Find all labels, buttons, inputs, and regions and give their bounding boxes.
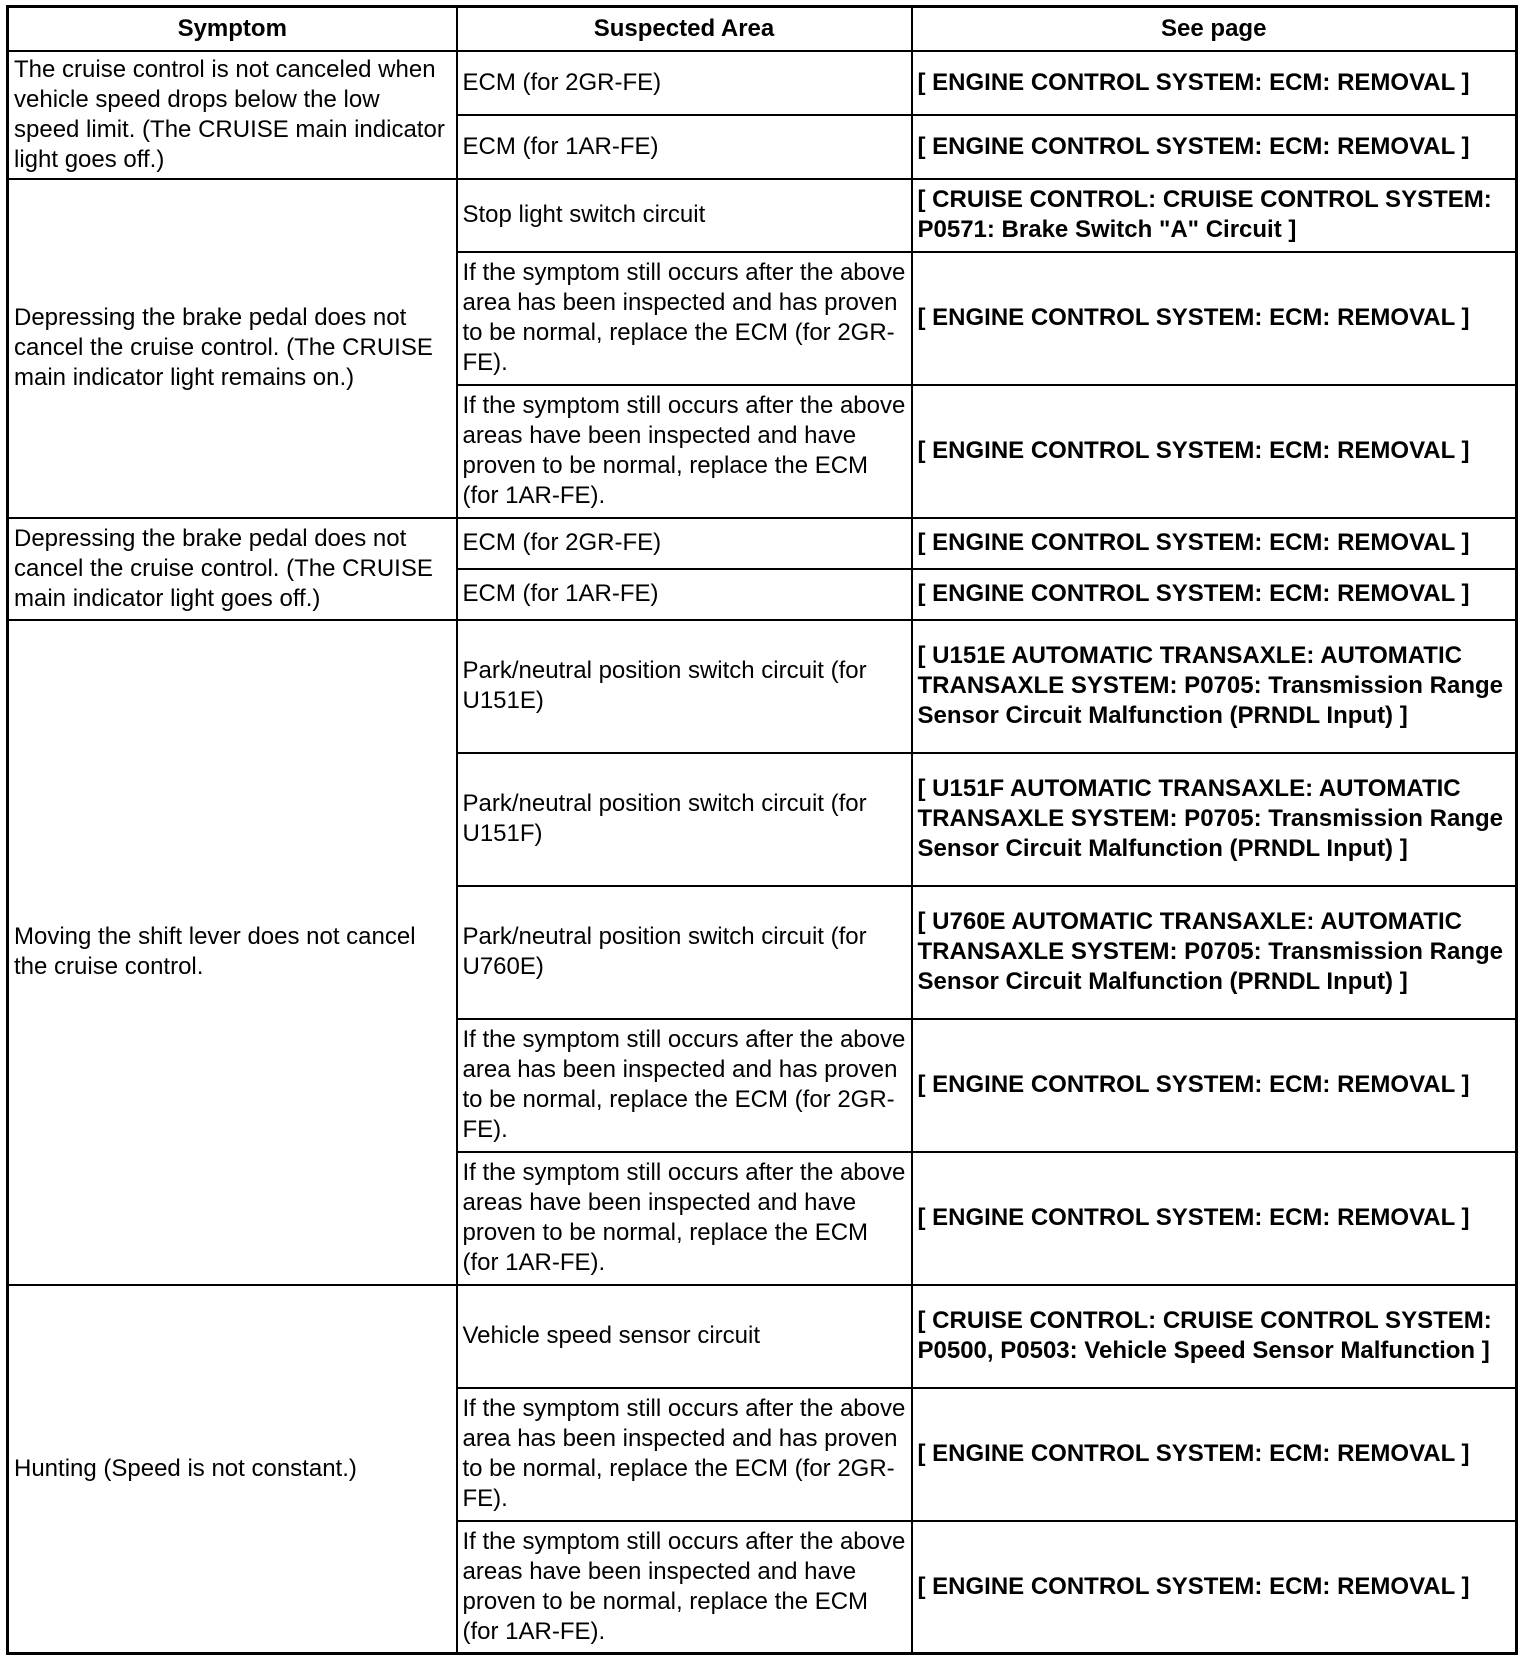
- see-page-link[interactable]: [ U151F AUTOMATIC TRANSAXLE: AUTOMATIC TRANSAXLE SYSTEM: P0705: Transmission Range Sensor Circuit Malfunction (PRNDL Input) ]: [912, 753, 1517, 886]
- see-page-link[interactable]: [ CRUISE CONTROL: CRUISE CONTROL SYSTEM: P0500, P0503: Vehicle Speed Sensor Malfunction ]: [912, 1285, 1517, 1388]
- see-page-link[interactable]: [ U151E AUTOMATIC TRANSAXLE: AUTOMATIC TRANSAXLE SYSTEM: P0705: Transmission Range Sensor Circuit Malfunction (PRNDL Input) ]: [912, 620, 1517, 753]
- suspected-area-cell: ECM (for 1AR-FE): [457, 115, 912, 179]
- see-page-link[interactable]: [ ENGINE CONTROL SYSTEM: ECM: REMOVAL ]: [912, 51, 1517, 115]
- suspected-area-cell: ECM (for 1AR-FE): [457, 569, 912, 620]
- see-page-link[interactable]: [ ENGINE CONTROL SYSTEM: ECM: REMOVAL ]: [912, 115, 1517, 179]
- suspected-area-cell: If the symptom still occurs after the above areas have been inspected and have proven to be normal, replace the ECM (for 1AR-FE).: [457, 385, 912, 518]
- symptom-cell: Hunting (Speed is not constant.): [8, 1285, 457, 1654]
- see-page-link[interactable]: [ ENGINE CONTROL SYSTEM: ECM: REMOVAL ]: [912, 1152, 1517, 1285]
- table-row: [8, 620, 1517, 753]
- symptom-cell: Depressing the brake pedal does not cancel the cruise control. (The CRUISE main indicator light remains on.): [8, 179, 457, 518]
- suspected-area-cell: If the symptom still occurs after the above area has been inspected and has proven to be normal, replace the ECM (for 2GR-FE).: [457, 1019, 912, 1152]
- suspected-area-cell: If the symptom still occurs after the above areas have been inspected and have proven to be normal, replace the ECM (for 1AR-FE).: [457, 1152, 912, 1285]
- header-see-page: See page: [912, 7, 1517, 51]
- symptom-cell: Depressing the brake pedal does not cancel the cruise control. (The CRUISE main indicator light goes off.): [8, 518, 457, 620]
- table-row: [8, 179, 1517, 252]
- suspected-area-cell: Vehicle speed sensor circuit: [457, 1285, 912, 1388]
- symptom-table: [6, 5, 1518, 1655]
- symptom-cell: Moving the shift lever does not cancel the cruise control.: [8, 620, 457, 1285]
- table-row: [8, 518, 1517, 569]
- suspected-area-cell: ECM (for 2GR-FE): [457, 518, 912, 569]
- suspected-area-cell: Stop light switch circuit: [457, 179, 912, 252]
- table-row: [8, 51, 1517, 115]
- suspected-area-cell: If the symptom still occurs after the above areas have been inspected and have proven to be normal, replace the ECM (for 1AR-FE).: [457, 1521, 912, 1654]
- symptom-cell: The cruise control is not canceled when vehicle speed drops below the low speed limit. (The CRUISE main indicator light goes off.): [8, 51, 457, 179]
- see-page-link[interactable]: [ U760E AUTOMATIC TRANSAXLE: AUTOMATIC TRANSAXLE SYSTEM: P0705: Transmission Range Sensor Circuit Malfunction (PRNDL Input) ]: [912, 886, 1517, 1019]
- see-page-link[interactable]: [ ENGINE CONTROL SYSTEM: ECM: REMOVAL ]: [912, 1388, 1517, 1521]
- see-page-link[interactable]: [ ENGINE CONTROL SYSTEM: ECM: REMOVAL ]: [912, 1019, 1517, 1152]
- see-page-link[interactable]: [ ENGINE CONTROL SYSTEM: ECM: REMOVAL ]: [912, 385, 1517, 518]
- header-row: [8, 7, 1517, 51]
- header-symptom: Symptom: [8, 7, 457, 51]
- see-page-link[interactable]: [ CRUISE CONTROL: CRUISE CONTROL SYSTEM: P0571: Brake Switch "A" Circuit ]: [912, 179, 1517, 252]
- header-suspected-area: Suspected Area: [457, 7, 912, 51]
- suspected-area-cell: If the symptom still occurs after the above area has been inspected and has proven to be normal, replace the ECM (for 2GR-FE).: [457, 1388, 912, 1521]
- suspected-area-cell: ECM (for 2GR-FE): [457, 51, 912, 115]
- see-page-link[interactable]: [ ENGINE CONTROL SYSTEM: ECM: REMOVAL ]: [912, 252, 1517, 385]
- table-row: [8, 1285, 1517, 1388]
- suspected-area-cell: If the symptom still occurs after the above area has been inspected and has proven to be normal, replace the ECM (for 2GR-FE).: [457, 252, 912, 385]
- see-page-link[interactable]: [ ENGINE CONTROL SYSTEM: ECM: REMOVAL ]: [912, 1521, 1517, 1654]
- see-page-link[interactable]: [ ENGINE CONTROL SYSTEM: ECM: REMOVAL ]: [912, 518, 1517, 569]
- see-page-link[interactable]: [ ENGINE CONTROL SYSTEM: ECM: REMOVAL ]: [912, 569, 1517, 620]
- suspected-area-cell: Park/neutral position switch circuit (for U151F): [457, 753, 912, 886]
- suspected-area-cell: Park/neutral position switch circuit (for U151E): [457, 620, 912, 753]
- suspected-area-cell: Park/neutral position switch circuit (for U760E): [457, 886, 912, 1019]
